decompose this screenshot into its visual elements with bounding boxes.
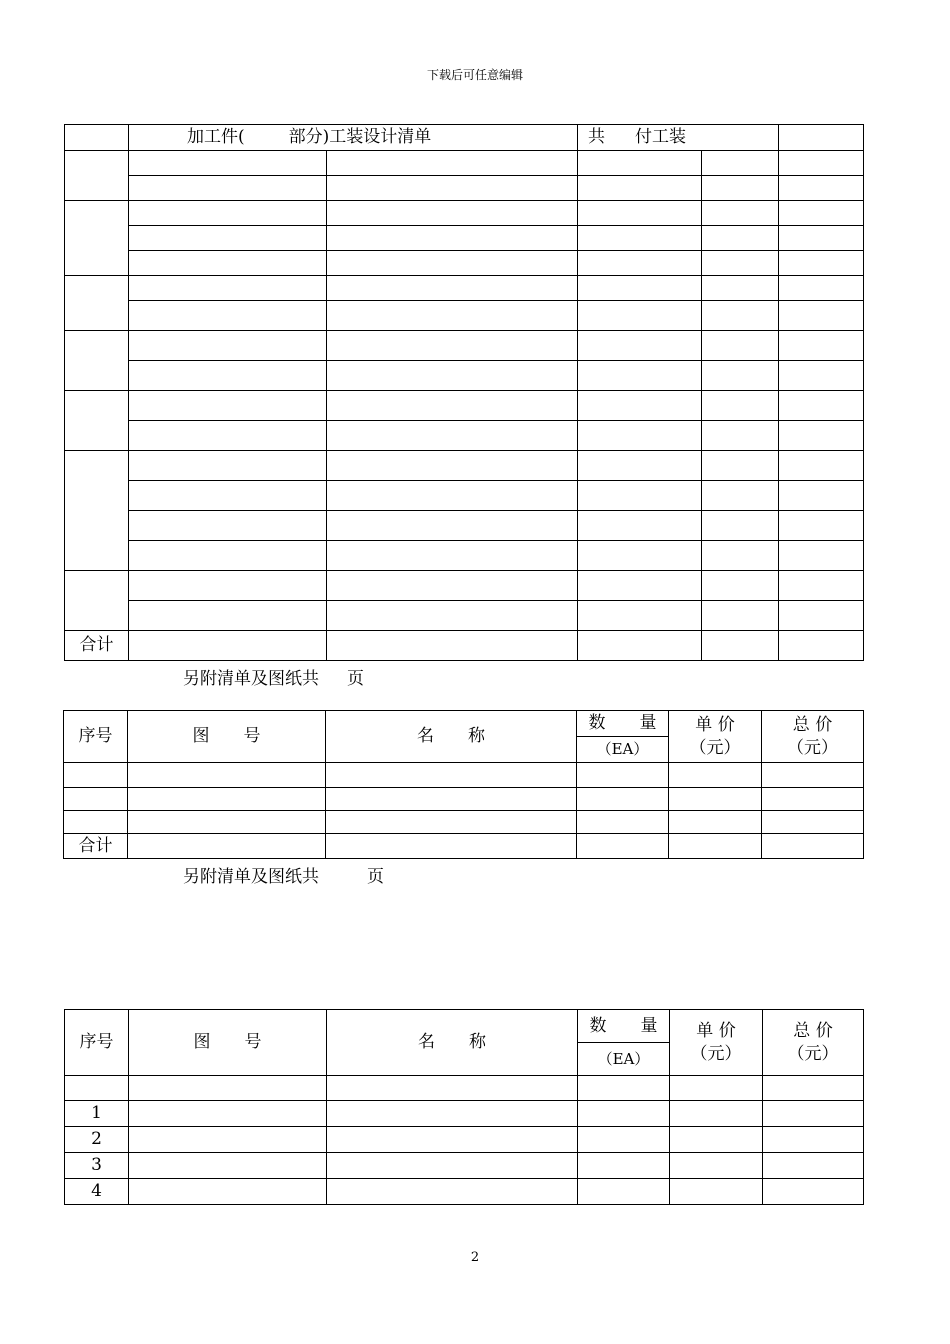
header-total-price xyxy=(763,1010,864,1076)
header-qty xyxy=(577,711,669,763)
table-row xyxy=(65,226,864,251)
header-row xyxy=(65,1010,864,1076)
header-note: 下载后可任意编辑 xyxy=(426,68,523,82)
total-label: 合计 xyxy=(64,834,128,859)
header-qty-label: 数 量 xyxy=(578,1010,669,1043)
table-row xyxy=(65,421,864,451)
attachment-note xyxy=(183,664,364,689)
table-row xyxy=(65,1179,864,1205)
header-row xyxy=(64,711,864,763)
total-count-cell xyxy=(578,125,702,151)
header-seq: 序号 xyxy=(64,711,128,763)
header-name: 名 称 xyxy=(327,1010,578,1076)
table-title-cell xyxy=(129,125,578,151)
table-row xyxy=(65,276,864,301)
table-row xyxy=(65,331,864,361)
table-row xyxy=(65,1076,864,1101)
attachment-note xyxy=(183,862,384,887)
row-number: 4 xyxy=(65,1179,129,1205)
row-number: 1 xyxy=(65,1101,129,1127)
header-name: 名 称 xyxy=(326,711,577,763)
table-row xyxy=(65,176,864,201)
header-seq: 序号 xyxy=(65,1010,129,1076)
row-number: 3 xyxy=(65,1153,129,1179)
attachment-note-suffix: 页 xyxy=(347,669,364,689)
header-qty-label: 数 量 xyxy=(577,711,668,737)
table-row xyxy=(65,1153,864,1179)
tooling-list-table xyxy=(64,124,864,661)
table-row xyxy=(65,1101,864,1127)
total-row xyxy=(64,834,864,859)
header-total-price-label: 总 价 xyxy=(792,714,833,735)
header-drawing-no: 图 号 xyxy=(129,1010,327,1076)
total-suffix: 付工装 xyxy=(635,127,686,147)
table-row xyxy=(65,541,864,571)
header-unit-price-label: 单 价 xyxy=(695,714,735,735)
header-total-price-unit: （元） xyxy=(787,737,838,758)
attachment-note-suffix: 页 xyxy=(367,867,384,887)
table-row xyxy=(64,811,864,834)
header-drawing-no: 图 号 xyxy=(128,711,326,763)
table-row xyxy=(65,361,864,391)
table-row xyxy=(65,511,864,541)
table-row xyxy=(65,1127,864,1153)
table-title-right: 部分)工装设计清单 xyxy=(288,127,432,147)
table-row xyxy=(65,451,864,481)
table-row xyxy=(64,788,864,811)
price-list-table xyxy=(63,710,864,859)
header-qty-unit: （EA） xyxy=(596,740,649,758)
price-list-table-2 xyxy=(64,1009,864,1205)
row-number: 2 xyxy=(65,1127,129,1153)
table-row xyxy=(65,251,864,276)
header-unit-price-unit: （元） xyxy=(689,737,741,758)
total-row xyxy=(65,631,864,661)
header-qty-unit: （EA） xyxy=(597,1050,650,1068)
attachment-note-prefix: 另附清单及图纸共 xyxy=(183,867,319,887)
table-row xyxy=(65,301,864,331)
header-unit-price xyxy=(670,1010,763,1076)
header-total-price-unit: （元） xyxy=(787,1043,839,1064)
table-row xyxy=(64,763,864,788)
attachment-note-prefix: 另附清单及图纸共 xyxy=(183,669,319,689)
header-unit-price-unit: （元） xyxy=(690,1043,742,1064)
page-number: 2 xyxy=(470,1250,480,1265)
table-cell xyxy=(65,125,129,151)
header-total-price xyxy=(762,711,864,763)
total-prefix: 共 xyxy=(588,127,605,147)
header-unit-price-label: 单 价 xyxy=(696,1020,736,1041)
header-unit-price xyxy=(669,711,762,763)
table-cell xyxy=(779,125,864,151)
table-row xyxy=(65,571,864,601)
table-cell xyxy=(702,125,779,151)
table-row xyxy=(65,151,864,176)
table-title-left: 加工件( xyxy=(187,127,245,147)
table-row xyxy=(65,481,864,511)
table-row xyxy=(65,391,864,421)
table-row xyxy=(65,201,864,226)
table-row xyxy=(65,601,864,631)
header-qty xyxy=(578,1010,670,1076)
header-total-price-label: 总 价 xyxy=(793,1020,833,1041)
total-label: 合计 xyxy=(65,631,129,661)
